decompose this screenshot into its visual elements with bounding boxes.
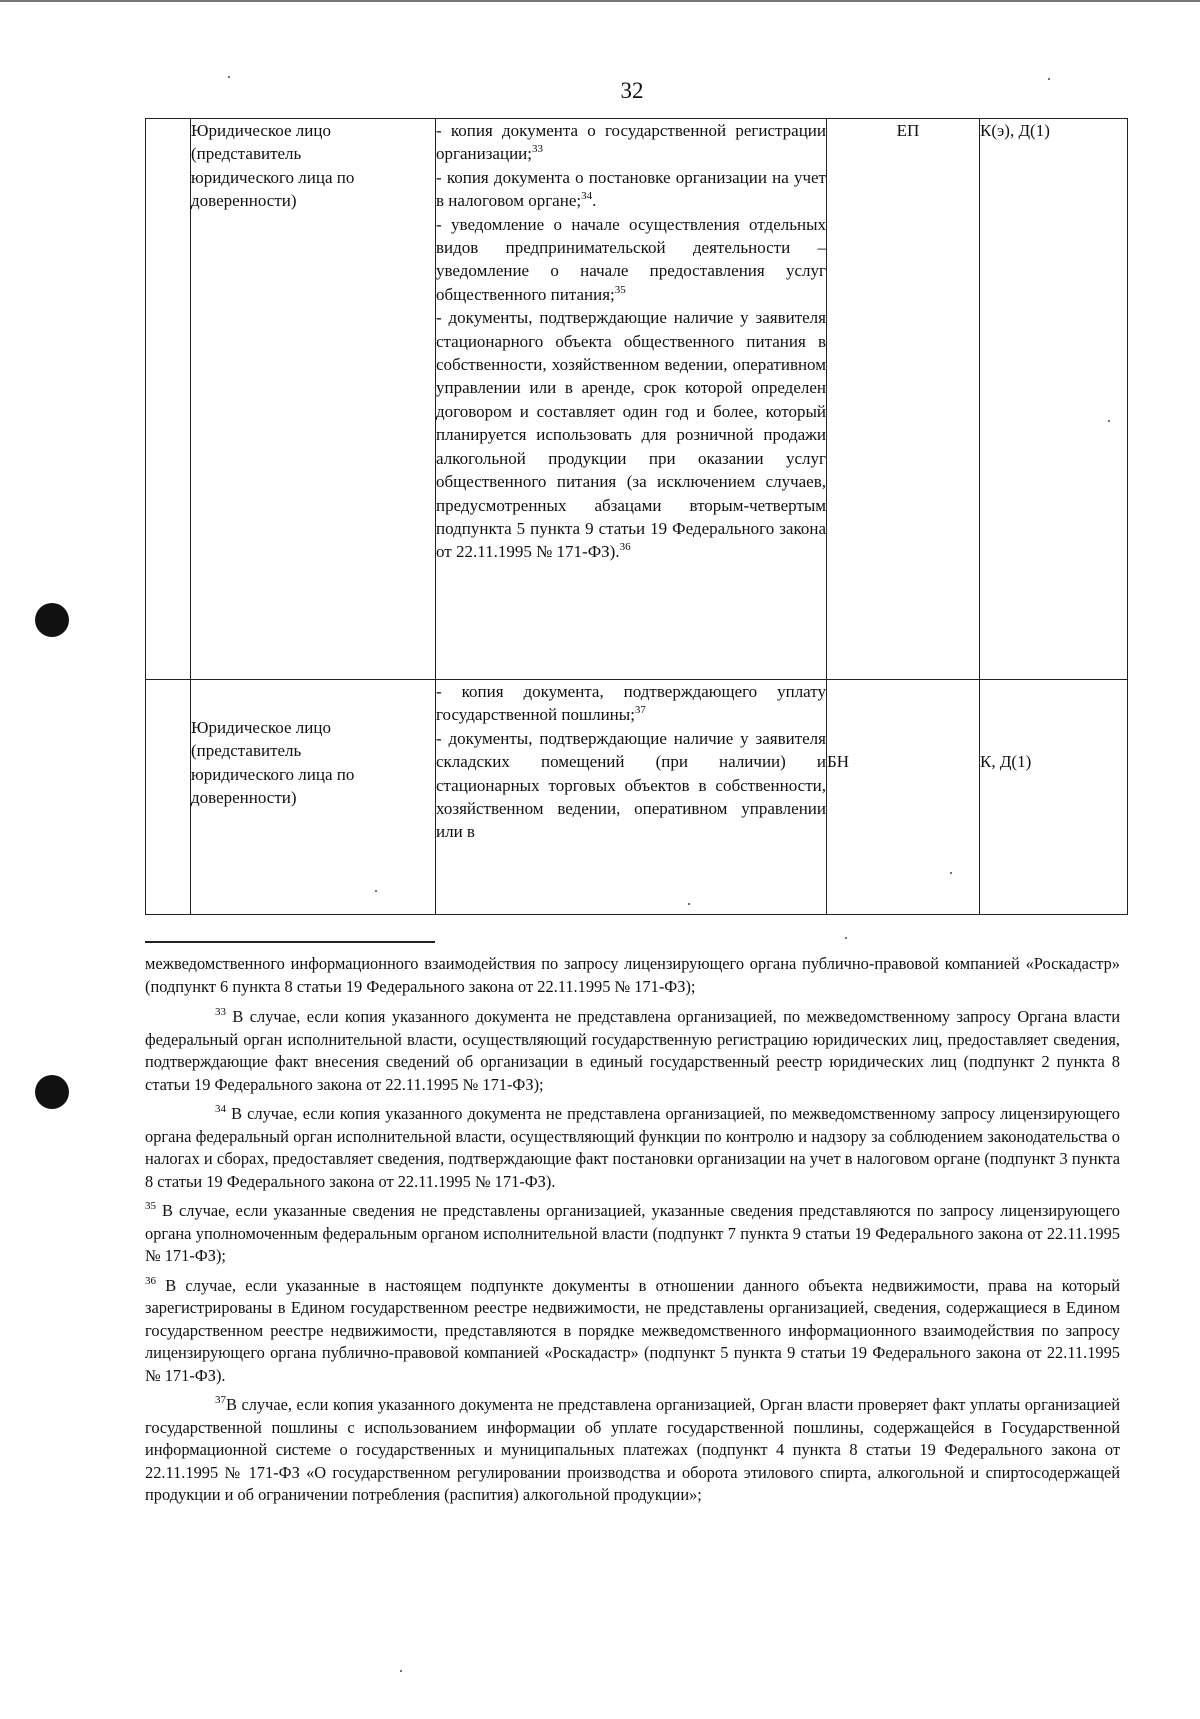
footnote-37: $^{37}$В случае, если копия указанного документа не представлена организацией, Орган власти проверяет факт уплаты организацией государственной пошлины с использованием информации об уплате государственной пошлины, содержащейся в Государственной информационной системе о государственных и муниципальных платежах (подпункт 4 пункта 8 статьи 19 Федерального закона от 22.11.1995 № 171-ФЗ «О государственном регулировании производства и оборота этилового спирта, алкогольной и спиртосодержащей продукции и об ограничении потребления (распития) алкогольной продукции»; [145,1394,1120,1504]
punch-hole-mark [35,603,69,637]
scan-speck [1048,78,1050,80]
scan-speck [228,76,230,78]
footnote-ref: 34 [581,190,593,203]
output-cell: К(э), Д(1) [980,119,1128,680]
footnote-ref: 35 [614,283,626,296]
applicant-line: Юридическое лицо [191,121,331,140]
scan-speck [1108,420,1110,422]
footnote-33: $^{33}$ В случае, если копия указанного документа не представлена организацией, по межведомственному запросу Органа власти федеральный орган исполнительной власти, осуществляющий государственную регистрацию юридических лиц, предоставляет сведения, подтверждающие факт внесения сведений об организации в единый государственный реестр юридических лиц (подпункт 2 пункта 8 статьи 19 Федерального закона от 22.11.1995 № 171-ФЗ); [145,1006,1120,1094]
punch-hole-mark [35,1075,69,1109]
scan-top-border [0,0,1200,2]
applicant-line: Юридическое лицо [191,718,331,737]
applicant-cell [191,680,436,915]
applicant-line: юридического лица по [191,167,355,187]
footnote-ref: 37 [634,704,646,717]
document-item: - копия документа о постановке организации на учет в налоговом органе;$^{34}$. [436,167,826,211]
licensing-documents-table [145,118,1128,915]
table-row [146,680,1128,915]
scan-speck [375,890,377,892]
documents-cell-clip [436,680,826,842]
documents-cell [436,119,827,680]
documents-cell [436,680,827,915]
output-cell: К, Д(1) [980,680,1128,915]
document-item: - копия документа о государственной регистрации организации;$^{33}$ [436,121,826,164]
document-item: - уведомление о начале осуществления отдельных видов предпринимательской деятельности – уведомление о начале предоставления услуг общественного питания;$^{35}$ [436,214,826,304]
scan-speck [400,1670,402,1672]
table-row [146,119,1128,680]
footnote-number: 34 [215,1103,226,1115]
applicant-line: (представитель [191,741,302,761]
footnote-ref: 36 [619,541,631,554]
footnote-separator [145,941,435,943]
footnote-35: $^{35}$ В случае, если указанные сведения не представлены организацией, указанные сведения представляются по запросу лицензирующего органа уполномоченным федеральным органом исполнительной власти (подпункт 7 пункта 9 статьи 19 Федерального закона от 22.11.1995 № 171-ФЗ); [145,1200,1120,1265]
scan-speck [950,872,952,874]
document-item: - документы, подтверждающие наличие у заявителя стационарного объекта общественного питания в собственности, хозяйственном ведении, оперативном управлении или в аренде, срок которой определен договором и составляет один год и более, который планируется использовать для розничной продажи алкогольной продукции при оказании услуг общественного питания (за исключением случаев, предусмотренных абзацами вторым-четвертым подпункта 5 пункта 9 статьи 19 Федерального закона от 22.11.1995 № 171-ФЗ).$^{36}$ [436,308,826,562]
source-cell: БН [827,680,980,915]
footnotes [145,953,1120,1514]
footnote-number: 35 [145,1200,156,1212]
footnote-number: 36 [145,1274,156,1287]
document-item: - копия документа, подтверждающего уплату государственной пошлины;$^{37}$ [436,682,826,725]
document-item: - документы, подтверждающие наличие у заявителя складских помещений (при наличии) и стационарных торговых объектов в собственности, хозяйственном ведении, оперативном управлении или в [436,728,826,842]
footnote-number: 33 [215,1006,226,1018]
source-cell: ЕП [827,119,980,680]
footnote-number: 37 [215,1394,226,1406]
footnote-36: $^{36}$ В случае, если указанные в настоящем подпункте документы в отношении данного объекта недвижимости, права на который зарегистрированы в Едином государственном реестре недвижимости, не представлены организацией, сведения, содержащиеся в Едином государственном реестре недвижимости, представляются в порядке межведомственного информационного взаимодействия по запросу лицензирующего органа публично-правовой компанией «Роскадастр» (подпункт 5 пункта 9 статьи 19 Федерального закона от 22.11.1995 № 171-ФЗ). [145,1274,1120,1385]
applicant-line: доверенности) [191,191,297,211]
row-number-cell [146,119,191,680]
applicant-cell [191,119,436,680]
applicant-line: юридического лица по [191,764,355,784]
footnote-continuation: межведомственного информационного взаимодействия по запросу лицензирующего органа публично-правовой компанией «Роскадастр» (подпункт 6 пункта 8 статьи 19 Федерального закона от 22.11.1995 № 171-ФЗ); [145,954,1120,996]
applicant-line: доверенности) [191,788,297,808]
row-number-cell [146,680,191,915]
applicant-line: (представитель [191,144,302,164]
footnote-ref: 33 [532,143,543,156]
footnote-34: $^{34}$ В случае, если копия указанного документа не представлена организацией, по межведомственному запросу лицензирующего органа федеральный орган исполнительной власти, осуществляющий функции по контролю и надзору за соблюдением законодательства о налогах и сборах, предоставляет сведения, подтверждающие факт постановки организации на учет в налоговом органе (подпункт 3 пункта 8 статьи 19 Федерального закона от 22.11.1995 № 171-ФЗ). [145,1103,1120,1191]
page-number: 32 [620,78,644,103]
scan-speck [688,903,690,905]
scan-speck [845,937,847,939]
